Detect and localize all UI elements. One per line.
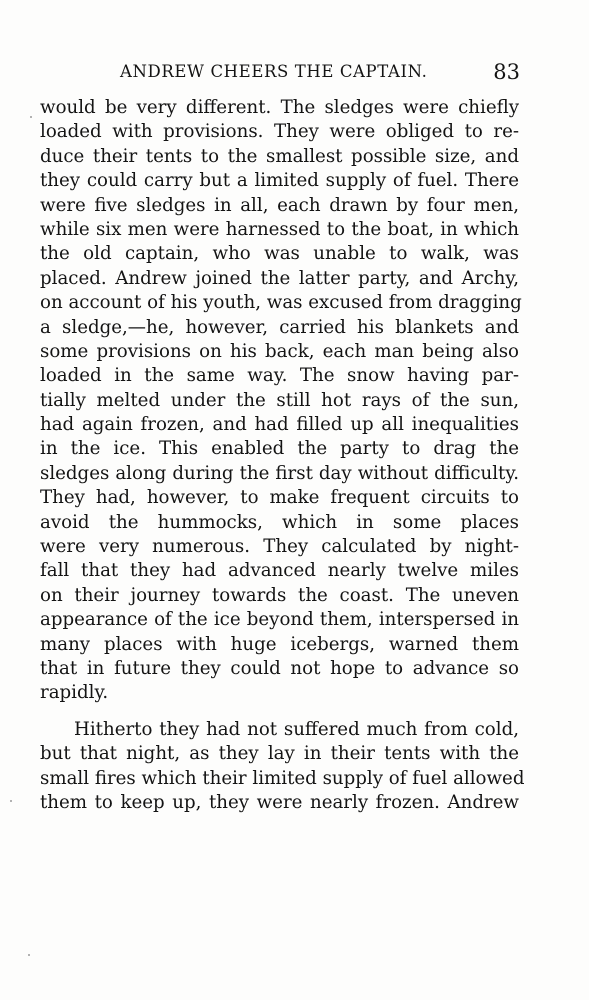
text-line: appearance of the ice beyond them, interspersed in xyxy=(40,609,519,631)
paper-speck xyxy=(10,800,12,802)
paper-speck xyxy=(30,116,32,118)
paper-speck xyxy=(28,954,30,956)
text-line: fall that they had advanced nearly twelve miles xyxy=(40,560,519,582)
text-line: duce their tents to the smallest possible size, and xyxy=(40,145,519,167)
text-line: placed. Andrew joined the latter party, and Archy, xyxy=(40,267,519,289)
paragraph-gap xyxy=(40,706,519,718)
text-line: on their journey towards the coast. The uneven xyxy=(40,584,519,606)
text-line: but that night, as they lay in their tents with the xyxy=(40,743,519,765)
text-line: were five sledges in all, each drawn by four men, xyxy=(40,194,519,216)
text-line: some provisions on his back, each man being also xyxy=(40,340,519,362)
text-line: a sledge,—he, however, carried his blankets and xyxy=(40,316,519,338)
text-line: had again frozen, and had filled up all inequalities xyxy=(40,414,519,436)
text-line: in the ice. This enabled the party to drag the xyxy=(40,438,519,460)
text-line: while six men were harnessed to the boat, in which xyxy=(40,218,519,240)
text-line: many places with huge icebergs, warned them xyxy=(40,633,519,655)
text-line: were very numerous. They calculated by night- xyxy=(40,536,519,558)
text-line: Hitherto they had not suffered much from cold, xyxy=(74,718,519,740)
body-text xyxy=(40,96,525,815)
paragraph xyxy=(40,718,525,816)
text-line: they could carry but a limited supply of fuel. There xyxy=(40,170,519,192)
running-title: ANDREW CHEERS THE CAPTAIN. xyxy=(120,62,428,81)
text-line: sledges along during the first day without difficulty. xyxy=(40,462,519,484)
text-line: the old captain, who was unable to walk, was xyxy=(40,243,519,265)
paragraph xyxy=(40,96,522,706)
text-line: would be very different. The sledges were chiefly xyxy=(40,97,519,118)
text-line: loaded in the same way. The snow having par- xyxy=(40,365,519,387)
text-line: loaded with provisions. They were obliged to re- xyxy=(40,121,519,143)
page-number: 83 xyxy=(493,60,520,84)
text-line: rapidly. xyxy=(40,682,109,704)
text-line: small fires which their limited supply of fuel allowed xyxy=(40,767,525,789)
text-line: them to keep up, they were nearly frozen. Andrew xyxy=(40,791,519,813)
text-line: that in future they could not hope to advance so xyxy=(40,657,519,679)
running-head xyxy=(40,60,520,88)
text-line: avoid the hummocks, which in some places xyxy=(40,511,519,533)
text-line: on account of his youth, was excused from dragging xyxy=(40,292,522,314)
text-line: tially melted under the still hot rays of the sun, xyxy=(40,389,519,411)
text-line: They had, however, to make frequent circuits to xyxy=(40,487,519,509)
